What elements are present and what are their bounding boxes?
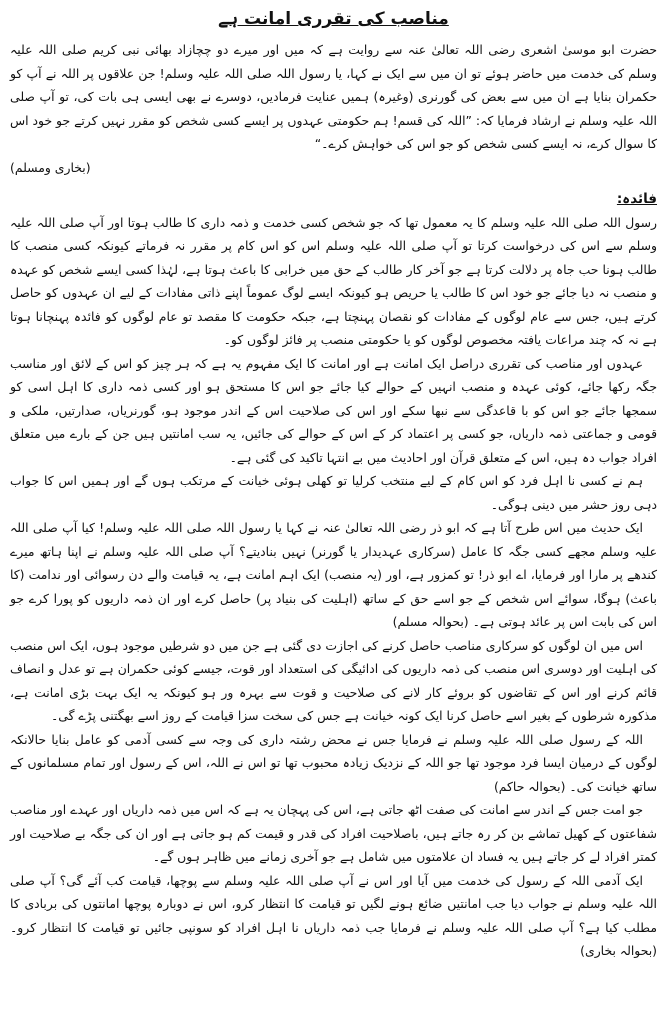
paragraph-3: ہم نے کسی نا اہل فرد کو اس کام کے لیے منتخب کرلیا تو کھلی ہوئی خیانت کے مرتکب ہوں گے اور ہمیں اس کا جواب دہی روز حشر میں دینی ہوگی۔ — [10, 473, 657, 512]
hadith-text: حضرت ابو موسیٰ اشعری رضی اللہ تعالیٰ عنہ سے روایت ہے کہ میں اور میرے دو چچازاد بھائی نبی کریم صلی اللہ علیہ وسلم کی خدمت میں حاضر ہوئے تو ان میں سے ایک نے کہا، یا رسول اللہ صلی اللہ علیہ وسلم! جن علاقوں پر اللہ نے آپ کو حکمران بنایا ہے ان میں سے بعض کی گورنری (وغیرہ) ہمیں عنایت فرمادیں، دوسرے نے بھی ایسی ہی بات کی، تو آپ صلی اللہ علیہ وسلم نے ارشاد فرمایا کہ: ”اللہ کی قسم! ہم حکومتی عہدوں پر ایسے کسی شخص کو مقرر نہیں کرتے جو خود اس کا سوال کرے، نہ ایسے کسی شخص کو جو اس کی خواہش کرے۔“ — [10, 42, 657, 151]
paragraph-4 — [10, 516, 657, 634]
paragraph-2: عہدوں اور مناصب کی تقرری دراصل ایک امانت ہے اور امانت کا ایک مفہوم یہ ہے کہ ہر چیز کو اس کے لائق اور مناسب جگہ رکھا جائے، کوئی عہدہ و منصب انہیں کے حوالے کیا جائے جو اس کا مستحق ہو اور کسی ذمہ داری کا اہل اسی کو سمجھا جائے جو اس کو با قاعدگی سے نبھا سکے اور اس کی صلاحیت اس کے اندر موجود ہو، گورنریاں، صدارتیں، ملکی و قومی و جماعتی ذمہ داریاں، جو کسی پر اعتماد کر کے اس کے حوالے کی جائیں، یہ سب امانتیں ہیں جن کے بارے میں متعلق افراد جواب دہ ہیں، اس کے متعلق قرآن اور احادیث میں بے انتہا تاکید کی گئی ہے۔ — [10, 355, 657, 465]
paragraph-6-reference: (بحوالہ حاکم) — [493, 778, 566, 794]
title-text: مناصب کی تقرری امانت ہے — [218, 9, 449, 29]
faida-heading-text: فائدہ: — [616, 190, 657, 207]
paragraph-8 — [10, 869, 657, 963]
paragraph-8-text: ایک آدمی اللہ کے رسول کی خدمت میں آیا اور اس نے آپ صلی اللہ علیہ وسلم سے پوچھا، قیامت کب آئے گی؟ آپ صلی اللہ علیہ وسلم نے جواب دیا جب امانتیں ضائع ہونے لگیں تو قیامت کا انتظار کرو، اس نے دوبارہ پوچھا امانتوں کی بربادی کا مطلب کیا ہے؟ آپ صلی اللہ علیہ وسلم نے فرمایا جب ذمہ داریاں نا اہل افراد کو سونپی جائیں تو قیامت کا انتظار کرو۔ — [10, 872, 657, 935]
hadith-reference: (بخاری ومسلم) — [10, 159, 91, 175]
paragraph-6-text: اللہ کے رسول صلی اللہ علیہ وسلم نے فرمایا جس نے محض رشتہ داری کی وجہ سے کسی آدمی کو عامل بنایا حالانکہ لوگوں کے درمیان ایسا فرد موجود تھا جو اللہ کے نزدیک زیادہ محبوب تھا تو اس نے اللہ، اس کے رسول اور تمام مسلمانوں کے ساتھ خیانت کی۔ — [10, 731, 657, 794]
paragraph-1: رسول اللہ صلی اللہ علیہ وسلم کا یہ معمول تھا کہ جو شخص کسی خدمت و ذمہ داری کا طالب ہوتا اور آپ صلی اللہ علیہ وسلم سے اس کی درخواست کرتا تو آپ صلی اللہ علیہ وسلم اس کو اس کام پر مقرر نہ فرماتے کیونکہ کسی منصب کا طالب ہونا حب جاہ پر دلالت کرتا ہے جو آخر کار طالب کے حق میں خرابی کا باعث ہوتا ہے، لہٰذا کسی ایسے شخص کو عہدہ و منصب نہ دیا جائے جو خود اس کا طالب یا حریص ہو کیونکہ ایسے لوگ عموماً اپنے ذاتی مفادات کے لیے ان عہدوں کو حاصل کرتے ہیں، جس سے عام لوگوں کے مفادات کو نقصان پہنچتا ہے، جبکہ حکومت کا مقصد تو عام لوگوں کو فائدہ پہنچانا ہوتا ہے نہ کہ چند مراعات یافتہ مخصوص لوگوں کو یا حکومتی منصب پر فائز لوگوں کو۔ — [10, 214, 657, 347]
page-title — [10, 6, 657, 32]
faida-heading — [10, 187, 657, 211]
paragraph-6 — [10, 728, 657, 799]
paragraph-8-reference: (بحوالہ بخاری) — [580, 943, 657, 958]
paragraph-4-text: ایک حدیث میں اس طرح آتا ہے کہ ابو ذر رضی اللہ تعالیٰ عنہ نے کہا یا رسول اللہ صلی اللہ علیہ وسلم! کیا آپ صلی اللہ علیہ وسلم مجھے کسی جگہ کا عامل (سرکاری عہدیدار یا گورنر) نہیں بنادیتے؟ آپ صلی اللہ علیہ وسلم نے اپنا ہاتھ میرے کندھے پر مارا اور فرمایا، اے ابو ذر! تو کمزور ہے، اور (یہ منصب) ایک اہم امانت ہے، یہ قیامت والے دن رسوائی اور ندامت (کا باعث) ہوگا، سوائے اس شخص کے جو اسے حق کے ساتھ (اہلیت کی بنیاد پر) حاصل کرے اور ان ذمہ داریوں کو پورا کرے جو اس کی بابت اس پر عائد ہوتی ہے۔ — [10, 520, 657, 629]
paragraph-4-reference: (بحوالہ مسلم) — [392, 614, 469, 629]
paragraph-7: جو امت جس کے اندر سے امانت کی صفت اٹھ جاتی ہے، اس کی پہچان یہ ہے کہ اس میں ذمہ داریاں اور عہدے اور مناصب شفاعتوں کے کھیل تماشے بن کر رہ جاتے ہیں، باصلاحیت افراد کی قدر و قیمت کم ہو جاتی ہے اور ان کی جگہ بے صلاحیت اور کمتر افراد لے کر جاتے ہیں یہ فساد ان علامتوں میں شامل ہے جو آخری زمانے میں ظاہر ہوں گے۔ — [10, 802, 657, 864]
paragraph-5: اس میں ان لوگوں کو سرکاری مناصب حاصل کرنے کی اجازت دی گئی ہے جن میں دو شرطیں موجود ہوں، ایک اس منصب کی اہلیت اور دوسری اس منصب کی ذمہ داریوں کی ادائیگی کی استعداد اور قوت، جیسے کوئی حکمران ہے تو عدل و انصاف قائم کرنے اور اس کے تقاضوں کو بروئے کار لانے کی صلاحیت و قوت سے بہرہ ور ہو کیونکہ یہ ایک بہت بڑی امانت ہے، مذکورہ شرطوں کے بغیر اسے حاصل کرنا ایک کونہ خیانت ہے جس کی سخت سزا قیامت کے روز اسے بھگتنی پڑے گی۔ — [10, 637, 657, 723]
